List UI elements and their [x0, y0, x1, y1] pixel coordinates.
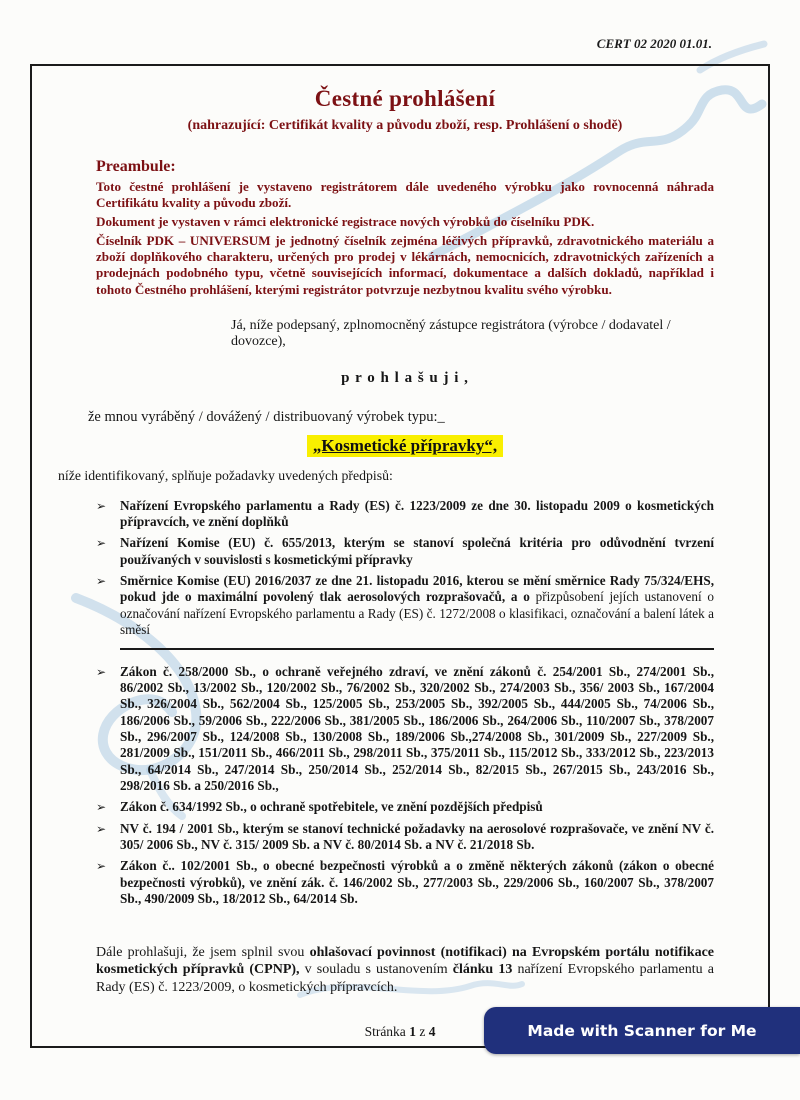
list-item: [96, 498, 714, 531]
declaration-verb: p r o h l a š u j i ,: [341, 369, 469, 386]
document-subtitle: (nahrazující: Certifikát kvality a původu zboží, resp. Prohlášení o shodě): [187, 118, 623, 133]
document-title: Čestné prohlášení: [314, 86, 496, 111]
list-item-text: Zákon č. 634/1992 Sb., o ochraně spotřebitele, ve znění pozdějších předpisů: [120, 799, 543, 815]
declaration-intro-line: Já, níže podepsaný, zplnomocněný zástupce registrátora (výrobce / dodavatel / dovozce),: [231, 317, 671, 349]
preambule-paragraph-3: Číselník PDK – UNIVERSUM je jednotný číselník zejména léčivých přípravků, zdravotnického materiálu a zboží doplňkového charakteru, určených pro prodej v lékárnách, nemocnicích, zdravotnických zařízeních a prodejnách podobného typu, včetně souvisejících informací, dokumentace a dalších dokladů, například i tohoto Čestného prohlášení, kterými registrátor potvrzuje nezbytnou kvalitu svého výrobku.: [96, 233, 714, 297]
arrow-bullet-icon: ➢: [96, 664, 107, 679]
list-item: [96, 664, 714, 795]
requirements-lead-line: níže identifikovaný, splňuje požadavky uvedených předpisů:: [58, 467, 393, 483]
closing-declaration-paragraph: Dále prohlašuji, že jsem splnil svou ohlašovací povinnost (notifikaci) na Evropském portálu notifikace kosmetických přípravků (CPNP), v souladu s ustanovením článku 13 nařízení Evropského parlamentu a Rady (ES) č. 1223/2009, o kosmetických přípravcích.: [96, 944, 714, 996]
page-border-frame: [30, 64, 770, 1048]
product-type-line: že mnou vyráběný / dovážený / distribuovaný výrobek typu:_: [88, 408, 445, 425]
list-item-text: Zákon č.. 102/2001 Sb., o obecné bezpečnosti výrobků a o změně některých zákonů (zákon o obecné bezpečnosti výrobků), ve znění zák. č. 146/2002 Sb., 277/2003 Sb., 229/2006 Sb., 160/2007 Sb., 378/2007 Sb., 490/2009 Sb., 18/2012 Sb., 64/2014 Sb.: [120, 858, 714, 907]
page-label: Stránka: [364, 1024, 406, 1039]
list-item-text: Nařízení Komise (EU) č. 655/2013, kterým se stanoví společná kritéria pro odůvodnění tvrzení používaných v souvislosti s kosmetickými přípravky: [120, 535, 714, 567]
preambule-heading: Preambule:: [96, 158, 176, 175]
document-reference-code: CERT 02 2020 01.01.: [596, 36, 712, 51]
preambule-paragraph-2: Dokument je vystaven v rámci elektronické registrace nových výrobků do číselníku PDK.: [96, 214, 595, 230]
page-total: 4: [428, 1024, 436, 1039]
cz-laws-list: [96, 664, 714, 908]
scanner-badge-label: Made with Scanner for Me: [527, 1021, 757, 1040]
highlighted-product-type: „Kosmetické přípravky“,: [307, 435, 503, 457]
list-item-text: Nařízení Evropského parlamentu a Rady (ES) č. 1223/2009 ze dne 30. listopadu 2009 o kosmetických přípravcích, ve znění doplňků: [120, 497, 714, 530]
arrow-bullet-icon: ➢: [96, 859, 107, 874]
list-item-text: NV č. 194 / 2001 Sb., kterým se stanoví technické požadavky na aerosolové rozprašovače, ve znění NV č. 305/ 2006 Sb., NV č. 315/ 2009 Sb. a NV č. 80/2014 Sb. a NV č. 21/2018 Sb.: [120, 820, 714, 853]
arrow-bullet-icon: ➢: [96, 574, 107, 589]
preambule-paragraph-1: Toto čestné prohlášení je vystaveno registrátorem dále uvedeného výrobku jako rovnocenná náhrada Certifikátu kvality a původu zboží.: [96, 179, 714, 211]
list-item: [96, 858, 714, 907]
arrow-bullet-icon: ➢: [96, 536, 107, 551]
page-of-word: z: [419, 1024, 426, 1039]
list-item: [96, 535, 714, 568]
arrow-bullet-icon: ➢: [96, 821, 107, 836]
arrow-bullet-icon: ➢: [96, 800, 107, 815]
list-item: [96, 799, 714, 815]
list-item: [96, 573, 714, 638]
list-item-text: Směrnice Komise (EU) 2016/2037 ze dne 21. listopadu 2016, kterou se mění směrnice Rady 75/324/EHS, pokud jde o maximální povolený tlak aerosolových rozprašovačů, a o přizpůsobení jejích ustanovení o označování nařízení Evropského parlamentu a Rady (ES) č. 1272/2008 o klasifikaci, označování a balení látek a směsí: [120, 573, 714, 638]
eu-regulations-list: [96, 498, 714, 639]
page-number: 1: [409, 1024, 416, 1039]
section-divider-line: [120, 648, 714, 650]
scanner-app-badge: [484, 1007, 800, 1054]
highlighted-product-type-wrap: [96, 435, 714, 457]
list-item: [96, 821, 714, 854]
list-item-text: Zákon č. 258/2000 Sb., o ochraně veřejného zdraví, ve znění zákonů č. 254/2001 Sb., 274/2001 Sb., 86/2002 Sb., 13/2002 Sb., 120/2002 Sb., 76/2002 Sb., 320/2002 Sb., 274/2003 Sb., 356/ 2003 Sb., 167/2004 Sb., 326/2004 Sb., 562/2004 Sb., 125/2005 Sb., 253/2005 Sb., 392/2005 Sb., 444/2005 Sb., 74/2006 Sb., 186/2006 Sb., 59/2006 Sb., 222/2006 Sb., 381/2005 Sb., 186/2006 Sb., 264/2006 Sb., 110/2007 Sb., 378/2007 Sb., 296/2007 Sb., 124/2008 Sb., 130/2008 Sb., 189/2006 Sb.,274/2008 Sb., 301/2009 Sb., 227/2009 Sb., 281/2009 Sb., 151/2011 Sb., 466/2011 Sb., 298/2011 Sb., 375/2011 Sb., 115/2012 Sb., 333/2012 Sb., 223/2013 Sb., 64/2014 Sb., 247/2014 Sb., 250/2014 Sb., 252/2014 Sb., 82/2015 Sb., 267/2015 Sb., 243/2016 Sb., 298/2016 Sb. a 250/2016 Sb.,: [120, 663, 714, 794]
arrow-bullet-icon: ➢: [96, 498, 107, 513]
